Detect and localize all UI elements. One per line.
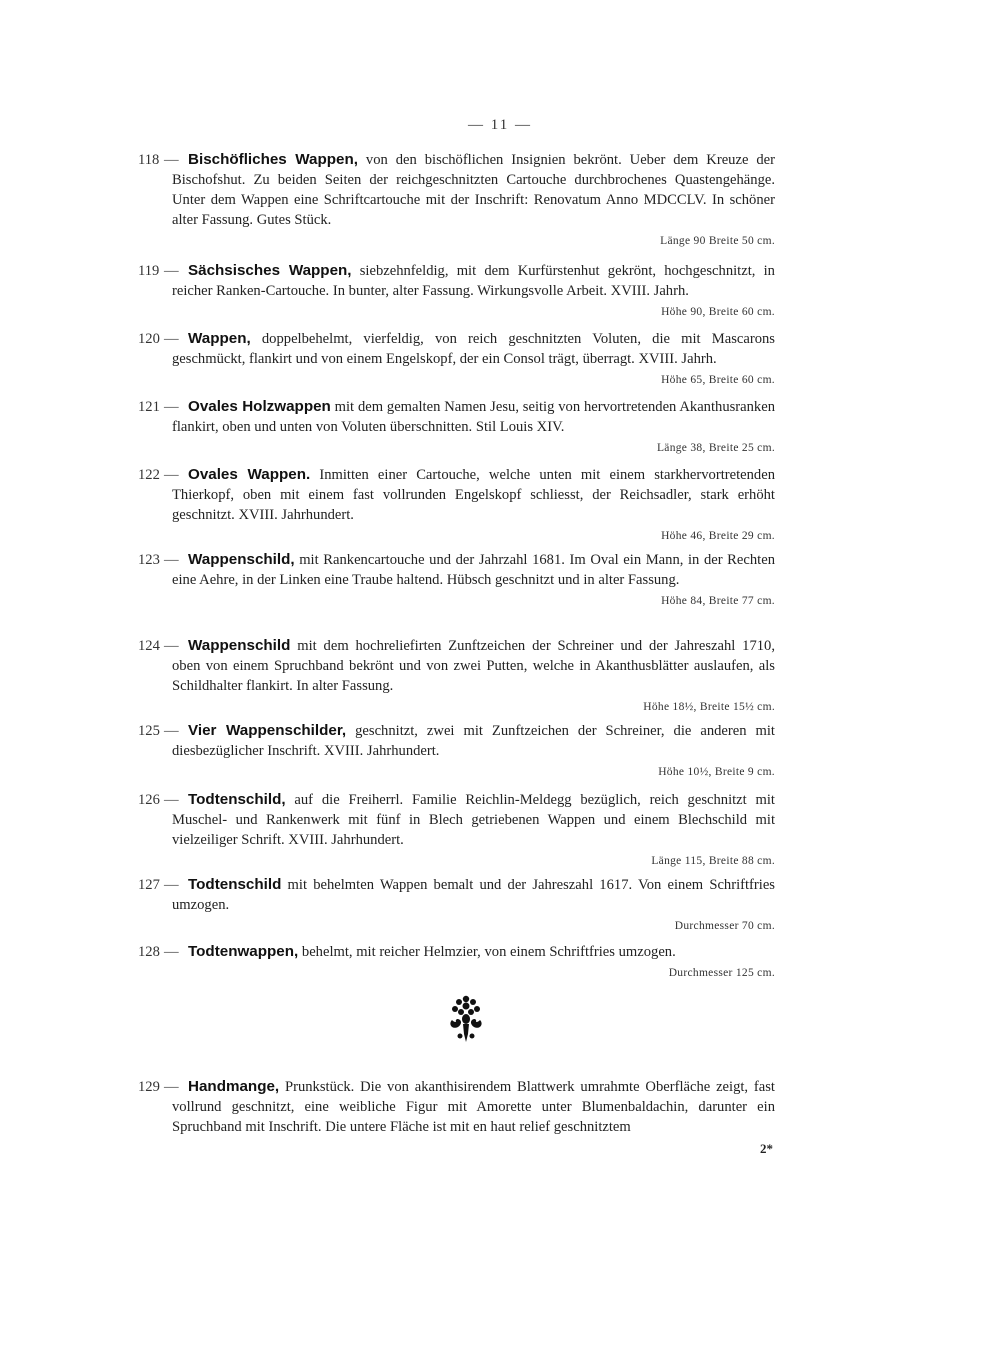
entry-body: siebzehnfeldig, mit dem Kurfürstenhut gekrönt, hochgeschnitzt, in reicher Ranken-Cartouche. In bunter, alter Fassung. Wirkungsvolle Arbeit. XVIII. Jahrh. bbox=[172, 263, 775, 299]
entry-number: 121 bbox=[138, 399, 160, 415]
entry-title: Handmange, bbox=[188, 1078, 280, 1095]
entry-dimensions: Höhe 90, Breite 60 cm. bbox=[661, 306, 775, 318]
entry-dash: — bbox=[164, 263, 179, 279]
entry-body: Inmitten einer Cartouche, welche unten mit einem starkhervortretenden Thierkopf, oben mit einem fast vollrunden Engelskopf schliesst, der Reichsadler, stark erhöht geschnitzt. XVIII. Jahrhundert. bbox=[172, 467, 776, 523]
catalog-entry bbox=[138, 1077, 775, 1137]
catalog-entry bbox=[138, 550, 775, 609]
entry-dimensions: Durchmesser 70 cm. bbox=[674, 920, 775, 932]
entry-body: auf die Freiherrl. Familie Reichlin-Meldegg bezüglich, reich geschnitzt mit Muschel- und Rankenwerk mit fünf in Blech getriebenen Wappen und einem Blechschild mit vielzeiliger Schrift. XVIII. Jahrhundert. bbox=[172, 792, 775, 848]
entry-body: mit behelmten Wappen bemalt und der Jahreszahl 1617. Von einem Schriftfries umzogen. bbox=[172, 877, 775, 913]
entry-dash: — bbox=[164, 331, 179, 347]
page-header: — 11 — bbox=[468, 117, 532, 133]
entry-title: Ovales Holzwappen bbox=[188, 398, 331, 415]
entry-dash: — bbox=[164, 552, 179, 568]
entry-title: Wappenschild, bbox=[188, 551, 295, 568]
entry-body: mit dem gemalten Namen Jesu, seitig von hervortretenden Akanthusranken flankirt, oben und unten von Voluten überschnitten. Stil Louis XIV. bbox=[172, 399, 776, 435]
catalog-entry bbox=[138, 875, 775, 934]
entry-text bbox=[138, 1077, 775, 1137]
entry-body: geschnitzt, zwei mit Zunftzeichen der Schreiner, die anderen mit diesbezüglicher Inschrift. XVIII. Jahrhundert. bbox=[172, 723, 775, 759]
entry-number: 127 bbox=[138, 877, 160, 893]
entry-text bbox=[138, 942, 775, 962]
entry-number: 126 bbox=[138, 792, 160, 808]
catalog-entry bbox=[138, 261, 775, 320]
entry-text bbox=[138, 875, 775, 915]
entry-text bbox=[138, 636, 775, 696]
entry-dimensions: Höhe 84, Breite 77 cm. bbox=[661, 595, 775, 607]
entry-dimensions: Länge 90 Breite 50 cm. bbox=[660, 235, 775, 247]
signature-mark: 2* bbox=[760, 1141, 773, 1156]
entry-dash: — bbox=[164, 638, 179, 654]
entry-dash: — bbox=[164, 152, 179, 168]
entry-dash: — bbox=[164, 877, 179, 893]
entry-body: mit dem hochreliefirten Zunftzeichen der Schreiner und der Jahreszahl 1710, oben von einem Spruchband bekrönt und von zwei Putten, welche in Akanthusblätter auslaufen, als Schildhalter flankirt. In alter Fassung. bbox=[172, 638, 775, 694]
entry-dimensions: Länge 115, Breite 88 cm. bbox=[651, 855, 775, 867]
entry-dash: — bbox=[164, 467, 179, 483]
entry-dimensions: Höhe 65, Breite 60 cm. bbox=[661, 374, 775, 386]
entry-text bbox=[138, 150, 775, 230]
entry-number: 118 bbox=[138, 152, 160, 168]
entry-text bbox=[138, 790, 775, 850]
entry-text bbox=[138, 721, 775, 761]
entry-text bbox=[138, 550, 775, 590]
catalog-entry bbox=[138, 397, 775, 456]
entry-dimensions: Höhe 18½, Breite 15½ cm. bbox=[643, 701, 775, 713]
entry-dash: — bbox=[164, 944, 179, 960]
entry-number: 125 bbox=[138, 723, 160, 739]
entry-number: 119 bbox=[138, 263, 160, 279]
catalog-entry bbox=[138, 790, 775, 869]
entry-title: Wappen, bbox=[188, 330, 251, 347]
entry-number: 120 bbox=[138, 331, 160, 347]
entry-title: Wappenschild bbox=[188, 637, 291, 654]
entry-body: Prunkstück. Die von akanthisirendem Blattwerk umrahmte Oberfläche zeigt, fast vollrund geschnitzt, eine weibliche Figur mit Amorette unter Blumenbaldachin, darunter ein Spruchband mit Inschrift. Die untere Fläche ist mit en haut relief geschnitztem bbox=[172, 1079, 775, 1135]
entry-title: Todtenschild, bbox=[188, 791, 286, 808]
entry-number: 122 bbox=[138, 467, 160, 483]
catalog-entry bbox=[138, 150, 775, 249]
entry-number: 129 bbox=[138, 1079, 160, 1095]
entry-text bbox=[138, 465, 775, 525]
entry-body: doppelbehelmt, vierfeldig, von reich geschnitzten Voluten, die mit Mascarons geschmückt, flankirt und von einem Engelskopf, der ein Consol trägt, überragt. XVIII. Jahrh. bbox=[172, 331, 775, 367]
catalog-entry bbox=[138, 721, 775, 780]
entry-text bbox=[138, 397, 775, 437]
entry-body: von den bischöflichen Insignien bekrönt. Ueber dem Kreuze der Bischofshut. Zu beiden Seiten der reichgeschnitzten Cartouche durchbrochenes Quastengehänge. Unter dem Wappen eine Schriftcartouche mit der Inschrift: Renovatum Anno MDCCLV. In schöner alter Fassung. Gutes Stück. bbox=[172, 152, 775, 228]
entry-dimensions: Höhe 10½, Breite 9 cm. bbox=[658, 766, 775, 778]
entry-title: Bischöfliches Wappen, bbox=[188, 151, 358, 168]
entry-title: Sächsisches Wappen, bbox=[188, 262, 352, 279]
fleuron-ornament-icon bbox=[446, 994, 486, 1044]
entry-dash: — bbox=[164, 792, 179, 808]
entry-text bbox=[138, 329, 775, 369]
entry-dimensions: Durchmesser 125 cm. bbox=[668, 967, 775, 979]
catalog-entry bbox=[138, 942, 775, 981]
entry-body: behelmt, mit reicher Helmzier, von einem Schriftfries umzogen. bbox=[298, 944, 676, 960]
entry-number: 124 bbox=[138, 638, 160, 654]
entry-dash: — bbox=[164, 723, 179, 739]
entry-dash: — bbox=[164, 1079, 179, 1095]
entry-text bbox=[138, 261, 775, 301]
catalog-entry bbox=[138, 465, 775, 544]
entry-title: Vier Wappenschilder, bbox=[188, 722, 347, 739]
entry-body: mit Rankencartouche und der Jahrzahl 1681. Im Oval ein Mann, in der Rechten eine Aehre, in der Linken eine Traube haltend. Hübsch geschnitzt und in alter Fassung. bbox=[172, 552, 775, 588]
entry-dimensions: Höhe 46, Breite 29 cm. bbox=[661, 530, 775, 542]
entry-dimensions: Länge 38, Breite 25 cm. bbox=[656, 442, 775, 454]
entry-title: Ovales Wappen. bbox=[188, 466, 311, 483]
entry-number: 123 bbox=[138, 552, 160, 568]
catalog-entry bbox=[138, 329, 775, 388]
entry-dash: — bbox=[164, 399, 179, 415]
entry-title: Todtenwappen, bbox=[188, 943, 299, 960]
entry-title: Todtenschild bbox=[188, 876, 282, 893]
catalog-entry bbox=[138, 636, 775, 715]
entry-number: 128 bbox=[138, 944, 160, 960]
